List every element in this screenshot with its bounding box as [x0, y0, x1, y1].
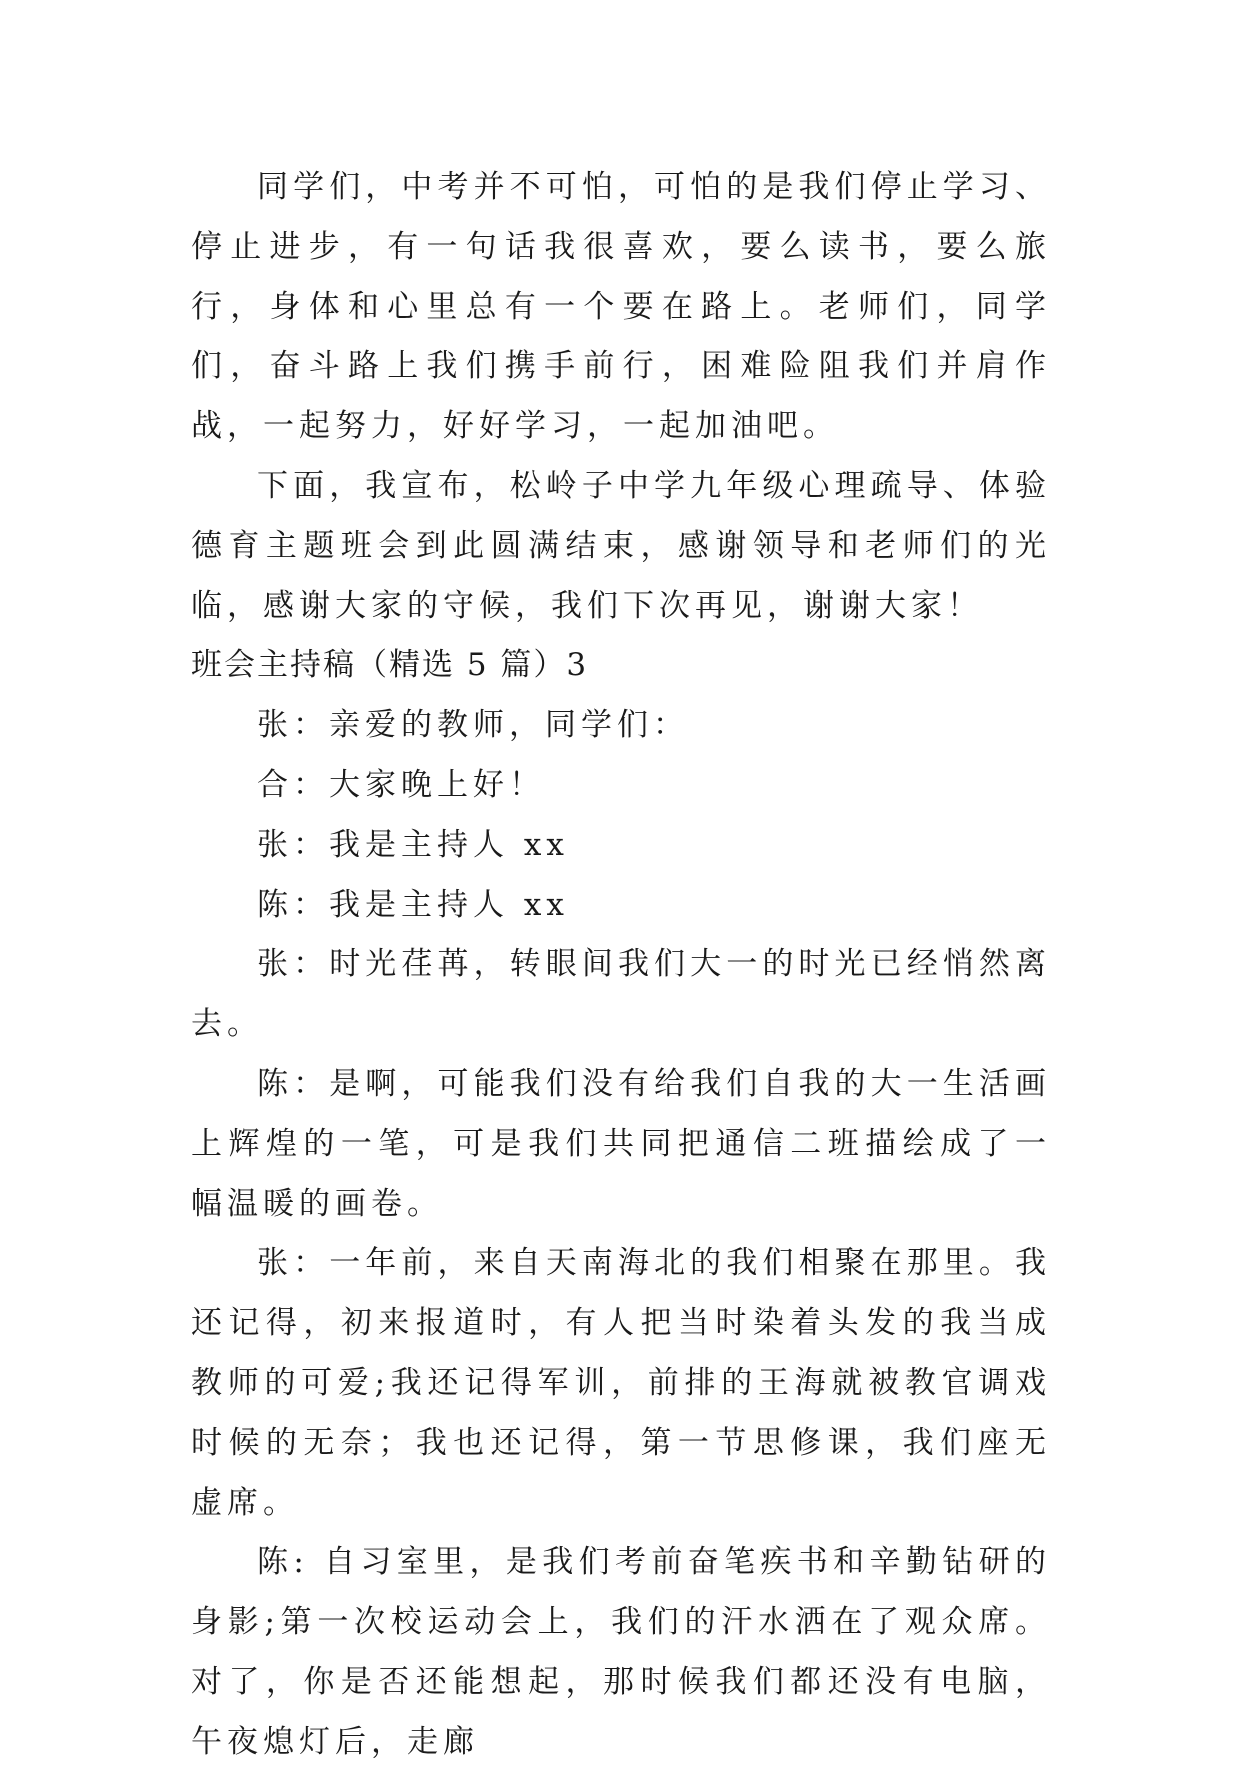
- document-page: [191, 158, 1051, 1773]
- dialogue-line: 陈：我是主持人 xx: [257, 886, 569, 923]
- body-paragraph: 同学们，中考并不可怕，可怕的是我们停止学习、停止进步，有一句话我很喜欢，要么读书，要么旅行，身体和心里总有一个要在路上。老师们，同学们，奋斗路上我们携手前行，困难险阻我们并肩作战，一起努力，好好学习，一起加油吧。: [191, 169, 1051, 445]
- dialogue-line: 合：大家晚上好！: [257, 766, 545, 803]
- body-paragraph: 下面，我宣布，松岭子中学九年级心理疏导、体验德育主题班会到此圆满结束，感谢领导和老师们的光临，感谢大家的守候，我们下次再见，谢谢大家！: [191, 467, 1051, 624]
- dialogue-line: 陈：是啊，可能我们没有给我们自我的大一生活画上辉煌的一笔，可是我们共同把通信二班描绘成了一幅温暖的画卷。: [191, 1065, 1051, 1222]
- dialogue-line: 张：一年前，来自天南海北的我们相聚在那里。我还记得，初来报道时，有人把当时染着头发的我当成教师的可爱;我还记得军训，前排的王海就被教官调戏时候的无奈；我也还记得，第一节思修课，我们座无虚席。: [191, 1245, 1051, 1521]
- dialogue-line: 陈: 自习室里，是我们考前奋笔疾书和辛勤钻研的身影;第一次校运动会上，我们的汗水洒在了观众席。对了，你是否还能想起，那时候我们都还没有电脑，午夜熄灯后，走廊: [191, 1544, 1051, 1760]
- dialogue-line: 张：亲爱的教师，同学们：: [257, 707, 689, 744]
- dialogue-line: 张：时光荏苒，转眼间我们大一的时光已经悄然离去。: [191, 946, 1051, 1043]
- section-title: 班会主持稿（精选 5 篇）3: [191, 647, 589, 684]
- dialogue-line: 张：我是主持人 xx: [257, 826, 569, 863]
